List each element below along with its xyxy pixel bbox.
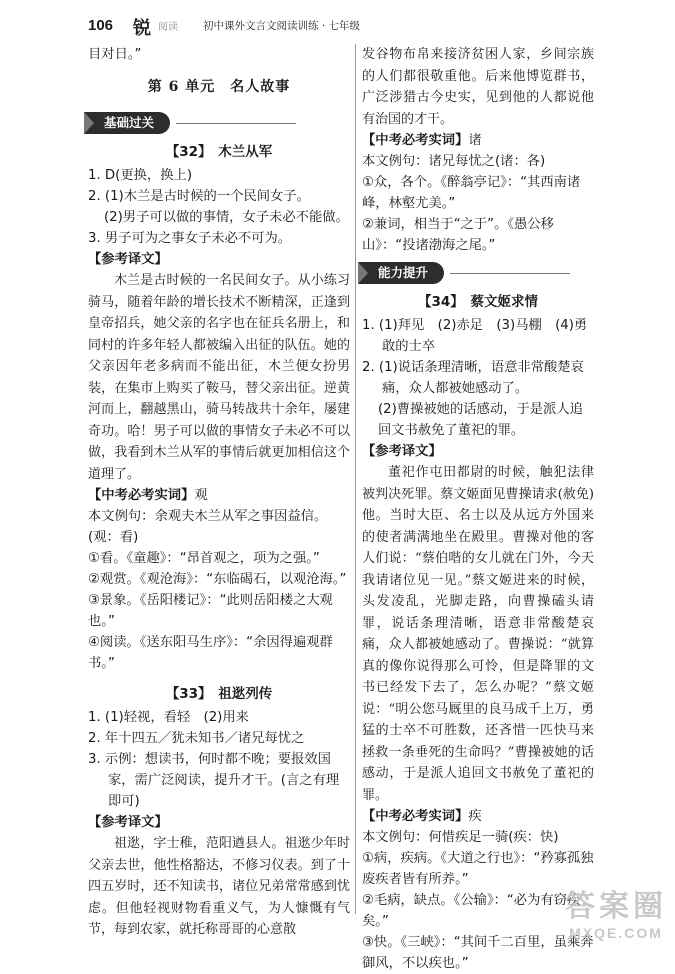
answer-line: (2)曹操被她的话感动，于是派人追回文书赦免了董祀的罪。: [377, 402, 583, 438]
answer-line: 1. (1)轻视，看轻 (2)用来: [88, 710, 249, 725]
carry-over-line: 目对日。”: [88, 47, 142, 62]
vocab-label: 【中考必考实词】: [88, 488, 195, 503]
section-banner-basic: [84, 112, 296, 134]
answer-line: 1. (1)拜见 (2)赤足 (3)马棚 (4)勇敢的士卒: [362, 318, 588, 354]
vocab-definition: ②观赏。《观沧海》：“东临碣石，以观沧海。”: [88, 572, 347, 587]
vocab-example: 本文例句：诸兄每忧之(诸：各): [362, 154, 546, 169]
article-title-32: 【32】 木兰从军: [165, 144, 273, 160]
article-title-34: 【34】 蔡文姬求情: [417, 294, 539, 310]
answer-line: 2. (1)木兰是古时候的一个民间女子。: [88, 189, 310, 204]
reference-translation-label: 【参考译文】: [88, 815, 168, 830]
column-divider: [355, 44, 356, 914]
vocab-example: 本文例句：何惜疾足一骑(疾：快): [362, 830, 559, 845]
site-watermark: [565, 881, 667, 941]
banner-arrow-icon: [358, 262, 368, 284]
book-title: 初中课外文言文阅读训练 · 七年级: [203, 20, 361, 32]
vocab-heading: [362, 130, 594, 151]
vocab-definition: ①众，各个。《醉翁亭记》：“其西南诸峰，林壑尤美。”: [362, 175, 581, 211]
unit-title: 第 6 单元 名人故事: [147, 79, 291, 95]
translation-text: 木兰是古时候的一名民间女子。从小练习骑马，随着年龄的增长技术不断精深，正逢到皇帝招兵，她父亲的名字也在征兵名册上，和同村的许多年轻人都被编入出征的队伍。她的父亲因年老多病而不能出征，木兰便女扮男装，在集市上购买了鞍马，替父亲出征。逆黄河而上，翻越黑山，骑马转战共十余年，屡建奇功。哈！男子可以做的事情女子未必不可以做，我看到木兰从军的事情后就更加相信这个道理了。: [88, 273, 350, 482]
vocab-definition: ③快。《三峡》：“其间千二百里，虽乘奔御风，不以疾也。”: [362, 935, 594, 971]
banner-rule: [450, 273, 570, 274]
vocab-heading: [362, 806, 594, 827]
series-logo-sub: 阅读: [158, 22, 178, 33]
left-column: [88, 44, 350, 941]
answer-line: 1. D(更换，换上): [88, 168, 193, 183]
page-number: 106: [88, 17, 114, 34]
reference-translation-label: 【参考译文】: [88, 252, 168, 267]
banner-label: 基础过关: [84, 112, 170, 134]
vocab-definition: ②兼词，相当于“之于”。《愚公移山》：“投诸渤海之尾。”: [362, 217, 554, 253]
reference-translation-label: 【参考译文】: [362, 444, 442, 459]
vocab-label: 【中考必考实词】: [362, 133, 469, 148]
banner-rule: [176, 123, 296, 124]
vocab-example: 本文例句：余观夫木兰从军之事因益信。(观：看): [88, 509, 328, 545]
watermark-line2: MXQE.COM: [569, 925, 663, 941]
answer-line: 3. 男子可为之事女子未必不可为。: [88, 231, 292, 246]
answer-line: 3. 示例：想读书，何时都不晚；要报效国家，需广泛阅读，提升才干。(言之有理即可): [88, 752, 340, 809]
article-title-33: 【33】 祖逖列传: [165, 686, 273, 702]
translation-text: 董祀作屯田都尉的时候，触犯法律被判决死罪。蔡文姬面见曹操请求(赦免)他。当时大臣、名士以及从远方外国来的使者满满地坐在殿里。曹操对他的客人们说：“蔡伯喈的女儿就在门外，今天我请诸位见一见。”蔡文姬进来的时候，头发凌乱，光脚走路，向曹操磕头请罪，说话条理清晰，语意非常酸楚哀痛，众人都被她感动了。曹操说：“就算真的像你说得那么可怜，但是降罪的文书已经发下去了，怎么办呢？”蔡文姬说：“明公您马厩里的良马成千上万，勇猛的士卒不可胜数，还吝惜一匹快马来拯救一条垂死的生命吗？”曹操被她的话感动，于是派人追回文书赦免了董祀的罪。: [362, 465, 594, 803]
right-column: [362, 44, 594, 974]
vocab-definition: ①看。《童趣》：“昂首观之，项为之强。”: [88, 551, 320, 566]
watermark-line1: 答案圈: [565, 890, 667, 923]
banner-label: 能力提升: [358, 262, 444, 284]
answer-line: 2. 年十四五／犹未知书／诸兄每忧之: [88, 731, 305, 746]
vocab-label: 【中考必考实词】: [362, 809, 469, 824]
vocab-definition: ③景象。《岳阳楼记》：“此则岳阳楼之大观也。”: [88, 593, 333, 629]
vocab-heading: [88, 485, 350, 506]
vocab-definition: ①病，疾病。《大道之行也》：“矜寡孤独废疾者皆有所养。”: [362, 851, 594, 887]
vocab-word: 观: [194, 488, 208, 503]
series-logo: 锐: [133, 18, 151, 39]
answer-line: (2)男子可以做的事情，女子未必不能做。: [103, 210, 349, 225]
translation-continued: 发谷物布帛来接济贫困人家，乡间宗族的人们都很敬重他。后来他博览群书，广泛涉猎古今史实，见到他的人都说他有治国的才干。: [362, 47, 594, 127]
banner-arrow-icon: [84, 112, 94, 134]
answer-line: 2. (1)说话条理清晰，语意非常酸楚哀痛，众人都被她感动了。: [362, 360, 584, 396]
page-header: [0, 0, 675, 40]
vocab-definition: ②毛病，缺点。《公输》：“必为有窃疾矣。”: [362, 893, 581, 929]
vocab-word: 诸: [468, 133, 482, 148]
vocab-word: 疾: [468, 809, 482, 824]
vocab-definition: ④阅读。《送东阳马生序》：“余因得遍观群书。”: [88, 635, 333, 671]
section-banner-advanced: [358, 262, 570, 284]
translation-text: 祖逖，字士稚，范阳遒县人。祖逖少年时父亲去世，他性格豁达，不修习仪表。到了十四五岁时，还不知读书，诸位兄弟常常感到忧虑。但他轻视财物看重义气，为人慷慨有气节，每到农家，就托称哥哥的心意散: [88, 836, 350, 937]
